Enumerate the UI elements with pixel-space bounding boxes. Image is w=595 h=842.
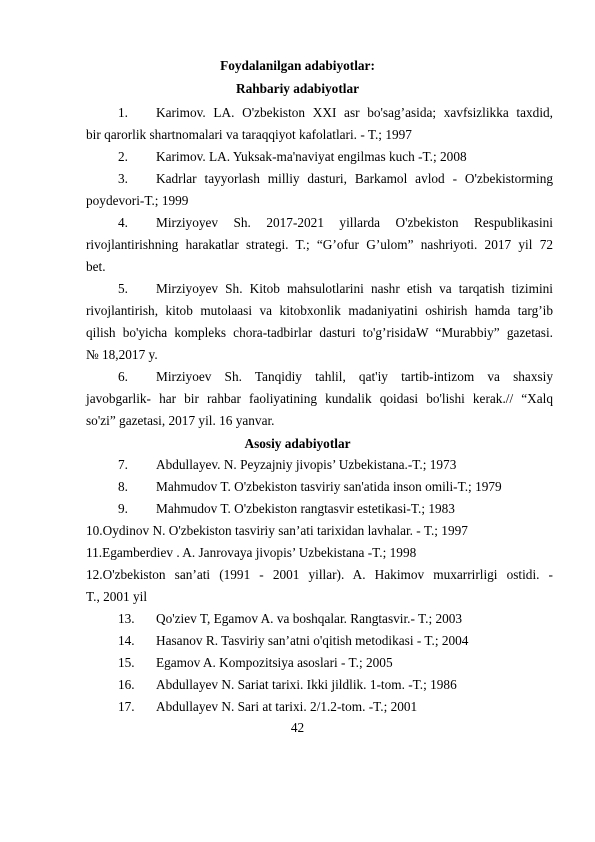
- reference-text: Karimov. LA. Yuksak-ma'naviyat engilmas kuch -T.; 2008: [156, 149, 467, 164]
- reference-item: [86, 652, 553, 674]
- section-title-rahbariy: Rahbariy adabiyotlar: [235, 81, 359, 96]
- reference-text: Egamov A. Kompozitsiya asoslari - T.; 2005: [156, 655, 393, 670]
- reference-text: Karimov. LA. O'zbekiston XXI asr bo'sag’asida; xavfsizlikka taxdid,: [156, 105, 553, 120]
- reference-item: [86, 542, 553, 564]
- reference-item: [86, 212, 553, 234]
- reference-number: 9.: [118, 501, 128, 516]
- reference-item: [86, 696, 553, 718]
- reference-number: 16.: [118, 677, 135, 692]
- reference-item: [86, 564, 553, 586]
- reference-number: 17.: [118, 699, 135, 714]
- reference-number: 3.: [118, 171, 128, 186]
- page-title: Foydalanilgan adabiyotlar:: [220, 58, 375, 73]
- reference-text: Mirziyoev Sh. Tanqidiy tahlil, qat'iy tartib-intizom va shaxsiy: [156, 369, 553, 384]
- section-title-asosiy: Asosiy adabiyotlar: [244, 436, 351, 451]
- reference-item-continuation: [86, 190, 553, 212]
- reference-text: Kadrlar tayyorlash milliy dasturi, Barkamol avlod - O'zbekistorming: [156, 171, 553, 186]
- reference-item: [86, 608, 553, 630]
- reference-item: [86, 278, 553, 300]
- reference-item-continuation: [86, 410, 553, 432]
- reference-text: T., 2001 yil: [86, 589, 148, 604]
- reference-text: Qo'ziev T, Egamov A. va boshqalar. Rangtasvir.- T.; 2003: [156, 611, 463, 626]
- reference-item-continuation: [86, 586, 553, 608]
- reference-text: bet.: [86, 259, 106, 274]
- reference-number: 4.: [118, 215, 128, 230]
- reference-text: javobgarlik- har bir rahbar faoliyatining kundalik qoidasi bo'lishi kerak.// “Xalq: [86, 391, 553, 406]
- reference-text: 11.Egamberdiev . A. Janrovaya jivopis’ Uzbekistana -T.; 1998: [86, 545, 417, 560]
- reference-text: so'zi” gazetasi, 2017 yil. 16 yanvar.: [86, 413, 275, 428]
- reference-text: Mirziyoyev Sh. Kitob mahsulotlarini nashr etish va tarqatish tizimini: [156, 281, 553, 296]
- reference-number: 2.: [118, 149, 128, 164]
- reference-item-continuation: [86, 256, 553, 278]
- reference-text: rivojlantirishning harakatlar strategi. T.; “G’ofur G’ulom” nashriyoti. 2017 yil 72: [86, 237, 553, 252]
- reference-number: 1.: [118, 105, 128, 120]
- reference-text: Mirziyoyev Sh. 2017-2021 yillarda O'zbekiston Respublikasini: [156, 215, 553, 230]
- reference-item-continuation: [86, 322, 553, 344]
- reference-text: poydevori-T.; 1999: [86, 193, 189, 208]
- reference-number: 8.: [118, 479, 128, 494]
- reference-text: Mahmudov T. O'zbekiston tasviriy san'atida inson omili-T.; 1979: [156, 479, 502, 494]
- reference-number: 13.: [118, 611, 135, 626]
- reference-item-continuation: [86, 124, 553, 146]
- reference-number: 15.: [118, 655, 135, 670]
- reference-item-continuation: [86, 234, 553, 256]
- reference-item-continuation: [86, 344, 553, 366]
- reference-text: rivojlantirish, kitob mutolaasi va kitobxonlik madaniyatini oshirish hamda targ’ib: [86, 303, 553, 318]
- reference-text: № 18,2017 y.: [86, 347, 158, 362]
- reference-text: Abdullayev N. Sariat tarixi. Ikki jildlik. 1-tom. -T.; 1986: [156, 677, 457, 692]
- reference-number: 7.: [118, 457, 128, 472]
- reference-text: Hasanov R. Tasviriy san’atni o'qitish metodikasi - T.; 2004: [156, 633, 469, 648]
- reference-number: 14.: [118, 633, 135, 648]
- page-number: 42: [290, 720, 305, 735]
- reference-number: 6.: [118, 369, 128, 384]
- reference-item: [86, 146, 553, 168]
- reference-text: bir qarorlik shartnomalari va taraqqiyot kafolatlari. - T.; 1997: [86, 127, 412, 142]
- reference-text: qilish bo'yicha kompleks chora-tadbirlar dasturi to'g’risidaW “Murabbiy” gazetasi.: [86, 325, 553, 340]
- reference-number: 5.: [118, 281, 128, 296]
- reference-item: [86, 168, 553, 190]
- reference-text: Abdullayev N. Sari at tarixi. 2/1.2-tom. -T.; 2001: [156, 699, 418, 714]
- reference-item: [86, 366, 553, 388]
- reference-item: [86, 102, 553, 124]
- reference-item-continuation: [86, 300, 553, 322]
- reference-item: [86, 674, 553, 696]
- reference-item: [86, 454, 553, 476]
- reference-text: Mahmudov T. O'zbekiston rangtasvir estetikasi-T.; 1983: [156, 501, 455, 516]
- reference-item: [86, 476, 553, 498]
- reference-text: 12.O'zbekiston san’ati (1991 - 2001 yillar). A. Hakimov muxarrirligi ostidi. -: [86, 567, 553, 582]
- reference-item-continuation: [86, 388, 553, 410]
- reference-item: [86, 630, 553, 652]
- reference-text: 10.Oydinov N. O'zbekiston tasviriy san’ati tarixidan lavhalar. - T.; 1997: [86, 523, 468, 538]
- reference-item: [86, 520, 553, 542]
- reference-text: Abdullayev. N. Peyzajniy jivopis’ Uzbekistana.-T.; 1973: [156, 457, 457, 472]
- reference-item: [86, 498, 553, 520]
